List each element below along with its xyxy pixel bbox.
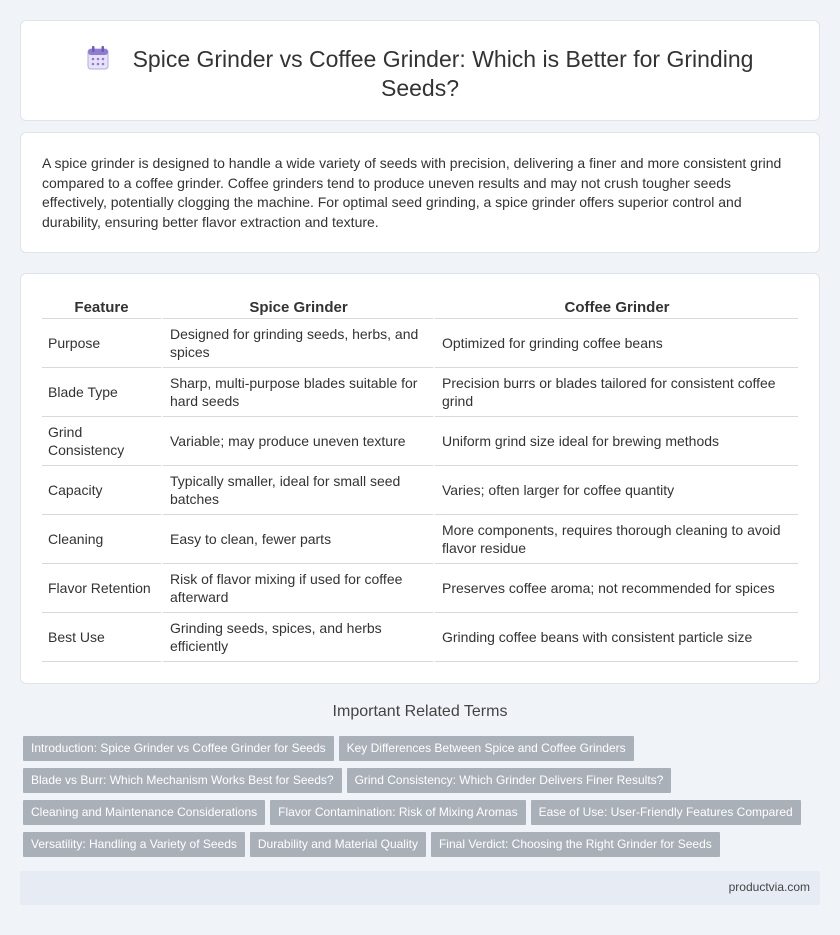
- feature-cell: Cleaning: [42, 515, 161, 564]
- coffee-cell: Preserves coffee aroma; not recommended for spices: [433, 564, 798, 613]
- coffee-cell: Optimized for grinding coffee beans: [433, 319, 798, 368]
- footer-bar: [20, 871, 820, 905]
- related-tag[interactable]: Flavor Contamination: Risk of Mixing Aromas: [270, 800, 525, 825]
- calendar-icon: [87, 46, 109, 70]
- title-card: [20, 20, 820, 121]
- table-row: [42, 564, 798, 613]
- feature-cell: Capacity: [42, 466, 161, 515]
- footer-site-link[interactable]: productvia.com: [728, 880, 810, 894]
- related-tag[interactable]: Cleaning and Maintenance Considerations: [23, 800, 265, 825]
- related-tag[interactable]: Final Verdict: Choosing the Right Grinder for Seeds: [431, 832, 720, 857]
- feature-cell: Purpose: [42, 319, 161, 368]
- tag-row: [23, 736, 813, 768]
- table-row: [42, 417, 798, 466]
- spice-cell: Risk of flavor mixing if used for coffee afterward: [161, 564, 433, 613]
- related-tag[interactable]: Introduction: Spice Grinder vs Coffee Grinder for Seeds: [23, 736, 334, 761]
- feature-cell: Blade Type: [42, 368, 161, 417]
- spice-cell: Easy to clean, fewer parts: [161, 515, 433, 564]
- table-row: [42, 515, 798, 564]
- tag-row: [23, 768, 813, 800]
- table-header-row: [42, 295, 798, 319]
- spice-cell: Variable; may produce uneven texture: [161, 417, 433, 466]
- coffee-cell: Precision burrs or blades tailored for consistent coffee grind: [433, 368, 798, 417]
- feature-cell: Best Use: [42, 613, 161, 662]
- related-tag[interactable]: Versatility: Handling a Variety of Seeds: [23, 832, 245, 857]
- coffee-cell: Grinding coffee beans with consistent particle size: [433, 613, 798, 662]
- spice-cell: Designed for grinding seeds, herbs, and spices: [161, 319, 433, 368]
- related-terms-title: Important Related Terms: [332, 703, 508, 720]
- spice-cell: Sharp, multi-purpose blades suitable for hard seeds: [161, 368, 433, 417]
- intro-card: [20, 132, 820, 253]
- tag-row: [23, 800, 813, 832]
- table-row: [42, 466, 798, 515]
- page-title: Spice Grinder vs Coffee Grinder: Which is Better for Grinding Seeds?: [132, 46, 754, 101]
- spice-cell: Typically smaller, ideal for small seed batches: [161, 466, 433, 515]
- table-row: [42, 368, 798, 417]
- feature-cell: Flavor Retention: [42, 564, 161, 613]
- table-row: [42, 319, 798, 368]
- comparison-table-card: [20, 273, 820, 684]
- coffee-cell: Varies; often larger for coffee quantity: [433, 466, 798, 515]
- comparison-table: [42, 295, 798, 662]
- intro-paragraph: A spice grinder is designed to handle a wide variety of seeds with precision, delivering a finer and more consistent grind compared to a coffee grinder. Coffee grinders tend to produce uneven results and may not crush tougher seeds effectively, potentially clogging the machine. For optimal seed grinding, a spice grinder offers superior control and durability, ensuring better flavor extraction and texture.: [42, 155, 782, 230]
- tag-row: [23, 832, 813, 864]
- related-tag[interactable]: Blade vs Burr: Which Mechanism Works Best for Seeds?: [23, 768, 342, 793]
- feature-cell: Grind Consistency: [42, 417, 161, 466]
- related-tag[interactable]: Grind Consistency: Which Grinder Delivers Finer Results?: [347, 768, 672, 793]
- header-coffee-grinder: Coffee Grinder: [433, 295, 798, 319]
- related-tag[interactable]: Durability and Material Quality: [250, 832, 426, 857]
- header-feature: Feature: [42, 295, 161, 319]
- coffee-cell: Uniform grind size ideal for brewing methods: [433, 417, 798, 466]
- coffee-cell: More components, requires thorough cleaning to avoid flavor residue: [433, 515, 798, 564]
- related-tag[interactable]: Key Differences Between Spice and Coffee Grinders: [339, 736, 634, 761]
- spice-cell: Grinding seeds, spices, and herbs efficiently: [161, 613, 433, 662]
- header-spice-grinder: Spice Grinder: [161, 295, 433, 319]
- table-row: [42, 613, 798, 662]
- page-title-wrap: [21, 45, 819, 103]
- related-terms-list: [23, 736, 813, 864]
- related-tag[interactable]: Ease of Use: User-Friendly Features Compared: [531, 800, 801, 825]
